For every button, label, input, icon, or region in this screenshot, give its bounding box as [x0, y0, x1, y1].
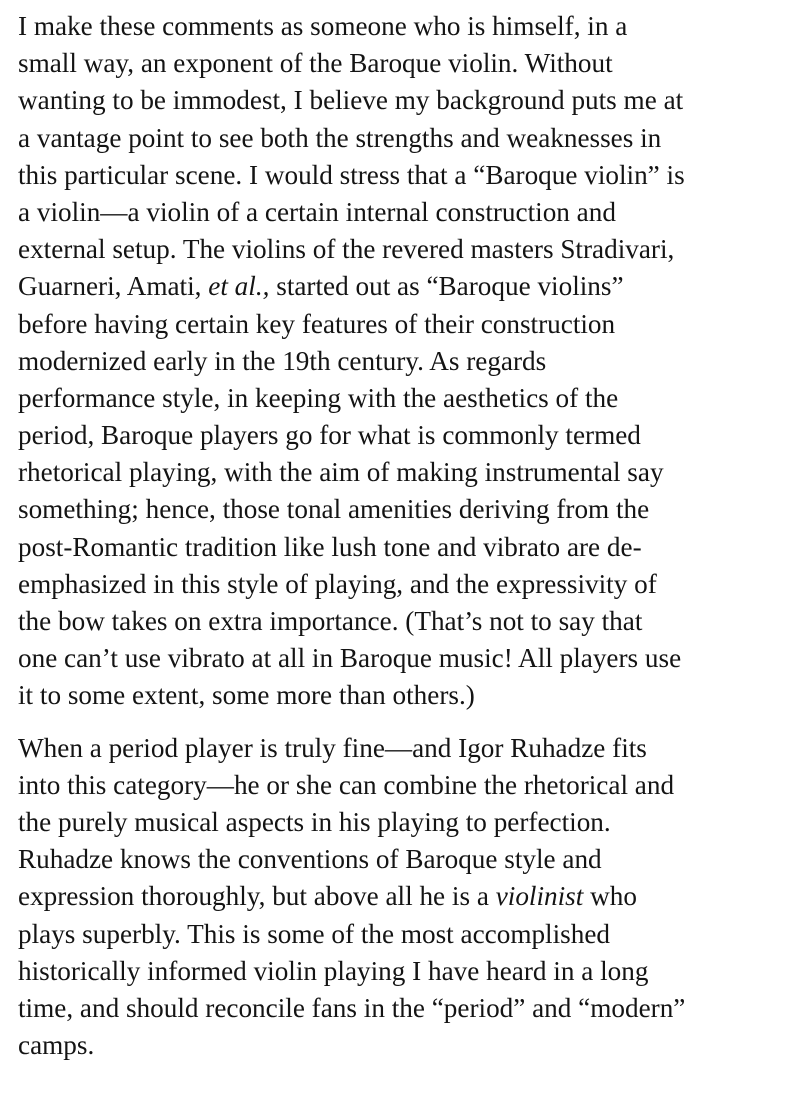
text-segment: time, and should reconcile fans in the “period” and “modern” [18, 992, 686, 1023]
text-line [18, 45, 786, 82]
text-segment: the purely musical aspects in his playing to perfection. [18, 806, 611, 837]
text-segment: Guarneri, Amati, [18, 271, 209, 302]
text-segment: external setup. The violins of the revered masters Stradivari, [18, 234, 675, 265]
text-segment: into this category—he or she can combine the rhetorical and [18, 769, 675, 800]
text-line [18, 491, 786, 528]
text-segment: plays superbly. This is some of the most accomplished [18, 918, 611, 949]
text-line [18, 529, 786, 566]
text-line [18, 268, 786, 305]
text-segment: emphasized in this style of playing, and the expressivity of [18, 568, 657, 599]
text-line [18, 157, 786, 194]
article-body [18, 8, 786, 1064]
text-line [18, 417, 786, 454]
text-line [18, 603, 786, 640]
text-line [18, 454, 786, 491]
text-segment: I make these comments as someone who is himself, in a [18, 11, 628, 41]
text-segment: Ruhadze knows the conventions of Baroque style and [18, 844, 602, 875]
text-line [18, 566, 786, 603]
text-segment: before having certain key features of their construction [18, 308, 616, 339]
text-segment: small way, an exponent of the Baroque violin. Without [18, 48, 613, 79]
text-segment: a vantage point to see both the strengths and weaknesses in [18, 122, 662, 153]
text-line [18, 804, 786, 841]
text-segment: started out as “Baroque violins” [269, 271, 624, 302]
text-segment: this particular scene. I would stress that a “Baroque violin” is [18, 159, 685, 190]
text-line [18, 916, 786, 953]
text-segment: a violin—a violin of a certain internal construction and [18, 196, 616, 227]
text-line [18, 380, 786, 417]
text-line [18, 841, 786, 878]
text-line [18, 120, 786, 157]
text-segment: performance style, in keeping with the aesthetics of the [18, 382, 619, 413]
text-segment: who [583, 881, 637, 912]
text-line [18, 306, 786, 343]
text-line [18, 990, 786, 1027]
text-segment: period, Baroque players go for what is commonly termed [18, 420, 641, 451]
text-line [18, 953, 786, 990]
italic-text: et al., [208, 271, 270, 302]
italic-text: violinist [495, 881, 584, 912]
text-line [18, 343, 786, 380]
text-line [18, 194, 786, 231]
text-line [18, 677, 786, 714]
text-line [18, 767, 786, 804]
text-line [18, 82, 786, 119]
text-segment: camps. [18, 1030, 95, 1061]
text-segment: the bow takes on extra importance. (That’s not to say that [18, 606, 643, 636]
text-segment: rhetorical playing, with the aim of making instrumental say [18, 457, 664, 488]
text-line [18, 730, 786, 767]
text-line [18, 640, 786, 677]
text-segment: When a period player is truly fine—and Igor Ruhadze fits [18, 732, 647, 763]
text-segment: post-Romantic tradition like lush tone and vibrato are de- [18, 531, 642, 562]
paragraph-1 [18, 8, 786, 715]
text-segment: modernized early in the 19th century. As regards [18, 345, 547, 376]
paragraph-2 [18, 730, 786, 1065]
text-segment: expression thoroughly, but above all he is a [18, 881, 496, 912]
text-line [18, 1027, 786, 1064]
text-segment: something; hence, those tonal amenities deriving from the [18, 494, 650, 525]
text-line [18, 231, 786, 268]
text-segment: one can’t use vibrato at all in Baroque music! All players use [18, 643, 682, 674]
text-segment: it to some extent, some more than others.) [18, 680, 475, 711]
text-segment: wanting to be immodest, I believe my background puts me at [18, 85, 684, 116]
text-line [18, 878, 786, 915]
text-line [18, 8, 786, 45]
text-segment: historically informed violin playing I have heard in a long [18, 955, 649, 986]
